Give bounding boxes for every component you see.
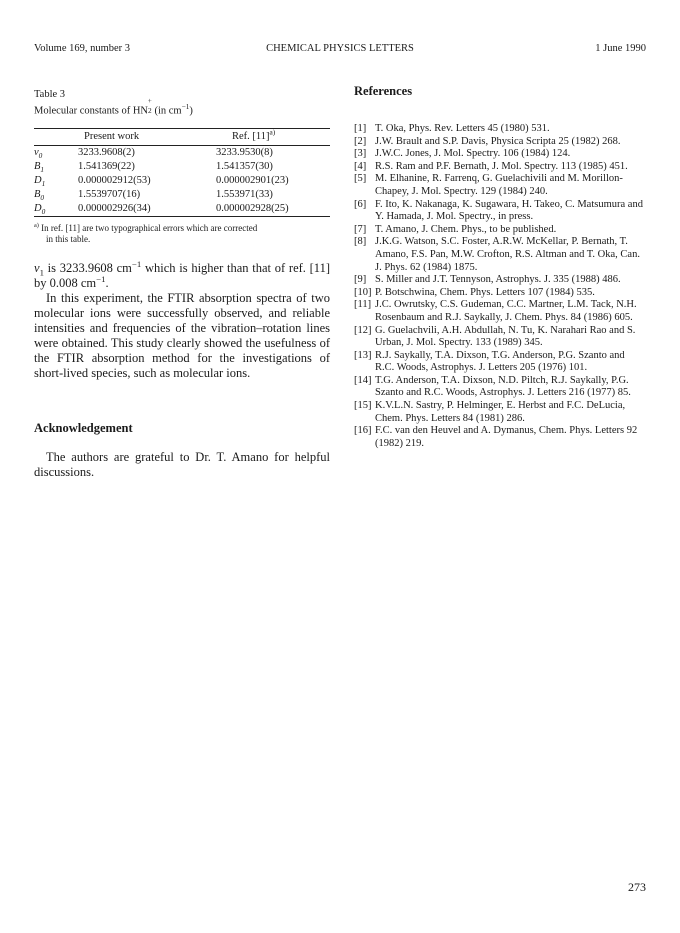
ref-11-value: 1.553971(33) — [216, 189, 273, 200]
volume-info: Volume 169, number 3 — [34, 43, 131, 54]
present-work-value: 3233.9608(2) — [78, 147, 135, 158]
reference-list — [354, 123, 646, 450]
reference-item — [354, 173, 646, 198]
reference-number: [7] — [354, 223, 367, 235]
table-row — [34, 145, 330, 160]
ref-11-value: 1.541357(30) — [216, 161, 273, 172]
parameter-symbol: $\nu_0$ — [34, 147, 43, 161]
reference-number: [4] — [354, 160, 367, 172]
col-present-work: Present work — [84, 130, 140, 142]
present-work-value: 0.000002912(53) — [78, 175, 151, 186]
reference-text: F. Ito, K. Nakanaga, K. Sugawara, H. Takeo, C. Matsumura and Y. Hamada, J. Mol. Spectry., in press. — [375, 198, 643, 223]
right-column — [354, 84, 646, 450]
reference-number: [1] — [354, 123, 367, 134]
reference-text: J.K.G. Watson, S.C. Foster, A.R.W. McKellar, P. Bernath, T. Amano, F.S. Pan, M.W. Crofton, R.S. Altman and T. Oka, Can. J. Phys. 62 (1984) 1875. — [375, 236, 640, 273]
reference-number: [15] — [354, 400, 372, 412]
table-label: Table 3 — [34, 89, 66, 100]
acknowledgement-text: The authors are grateful to Dr. T. Amano for helpful discussions. — [34, 449, 330, 479]
present-work-value: 1.541369(22) — [78, 161, 135, 172]
reference-item — [354, 287, 646, 300]
reference-item — [354, 236, 646, 274]
journal-name: CHEMICAL PHYSICS LETTERS — [266, 43, 414, 54]
parameter-symbol: $B_0$ — [34, 189, 45, 203]
reference-text: R.J. Saykally, T.A. Dixson, T.G. Anderson, P.G. Szanto and R.C. Woods, Astrophys. J. Letters 205 (1976) 101. — [375, 349, 625, 374]
reference-item — [354, 299, 646, 324]
parameter-symbol: $B_1$ — [34, 161, 45, 175]
reference-item — [354, 148, 646, 161]
reference-number: [16] — [354, 425, 372, 437]
reference-item — [354, 400, 646, 425]
ref-11-value: 3233.9530(8) — [216, 147, 273, 158]
col-ref-11: Ref. $[11]^{a)}$ — [232, 127, 276, 142]
reference-number: [14] — [354, 374, 372, 386]
reference-number: [9] — [354, 274, 367, 286]
reference-text: G. Guelachvili, A.H. Abdullah, N. Tu, K. Narahari Rao and S. Urban, J. Mol. Spectry. 133 (1989) 345. — [375, 324, 636, 349]
reference-text: J.W.C. Jones, J. Mol. Spectry. 106 (1984) 124. — [375, 148, 571, 160]
reference-text: T. Oka, Phys. Rev. Letters 45 (1980) 531. — [375, 123, 550, 134]
reference-text: P. Botschwina, Chem. Phys. Letters 107 (1984) 535. — [375, 286, 595, 298]
table-row — [34, 188, 330, 202]
reference-item — [354, 136, 646, 149]
result-paragraph: $\nu_1$ is 3233.9608 $cm^{-1}$ which is higher than that of ref. [11] by 0.008 $cm^{-1}$. — [34, 258, 331, 290]
reference-number: [2] — [354, 135, 367, 147]
reference-number: [3] — [354, 148, 367, 160]
running-header — [34, 43, 646, 57]
reference-item — [354, 123, 646, 136]
reference-item — [354, 350, 646, 375]
reference-text: F.C. van den Heuvel and A. Dymanus, Chem. Phys. Letters 92 (1982) 219. — [375, 425, 638, 449]
table-row — [34, 160, 330, 174]
reference-item — [354, 425, 646, 450]
ref-11-value: 0.000002928(25) — [216, 203, 289, 214]
acknowledgement-heading: Acknowledgement — [34, 420, 133, 435]
reference-text: R.S. Ram and P.F. Bernath, J. Mol. Spectry. 113 (1985) 451. — [375, 160, 628, 172]
parameter-symbol: $D_0$ — [34, 203, 46, 217]
reference-item — [354, 274, 646, 287]
reference-text: T.G. Anderson, T.A. Dixson, N.D. Piltch, R.J. Saykally, P.G. Szanto and R.C. Woods, Astrophys. J. Letters 216 (1977) 85. — [375, 374, 631, 399]
present-work-value: 0.000002926(34) — [78, 203, 151, 214]
reference-number: [13] — [354, 349, 372, 361]
reference-number: [12] — [354, 324, 372, 336]
reference-item — [354, 375, 646, 400]
reference-item — [354, 161, 646, 174]
table-footnote: $^{a)}$ In ref. [11] are two typographical errors which are corrected in this table. — [34, 221, 258, 244]
table-title: Molecular constants of $HN_2^+$ (in $cm^{-1}$) — [34, 96, 193, 117]
table-row — [34, 174, 330, 188]
reference-text: T. Amano, J. Chem. Phys., to be published. — [375, 223, 557, 235]
references-heading: References — [354, 84, 413, 98]
table-row — [34, 202, 330, 217]
issue-date: 1 June 1990 — [595, 43, 646, 54]
reference-text: S. Miller and J.T. Tennyson, Astrophys. J. 335 (1988) 486. — [375, 274, 621, 286]
molecular-constants-table — [34, 128, 330, 217]
reference-text: M. Elhanine, R. Farrenq, G. Guelachivili and M. Morillon-Chapey, J. Mol. Spectry. 129 (1984) 240. — [375, 173, 623, 197]
reference-number: [10] — [354, 286, 372, 298]
reference-item — [354, 325, 646, 350]
present-work-value: 1.5539707(16) — [78, 189, 141, 200]
reference-number: [8] — [354, 236, 367, 248]
table-header-row — [34, 128, 330, 145]
reference-item — [354, 199, 646, 224]
reference-text: K.V.L.N. Sastry, P. Helminger, E. Herbst and F.C. DeLucia, Chem. Phys. Letters 84 (1981) 286. — [375, 400, 626, 424]
reference-item — [354, 224, 646, 237]
page-number: 273 — [628, 880, 646, 894]
reference-text: J.C. Owrutsky, C.S. Gudeman, C.C. Martner, L.M. Tack, N.H. Rosenbaum and R.J. Saykally, J. Chem. Phys. 84 (1986) 605. — [375, 299, 637, 323]
parameter-symbol: $D_1$ — [34, 175, 46, 189]
conclusion-paragraph: In this experiment, the FTIR absorption spectra of two molecular ions were successfully observed, and reliable intensities and frequencies of the vibration–rotation lines were obtained. This study clearly showed the usefulness of the FTIR absorption method for the investigations of short-lived species, such as molecular ions. — [34, 290, 330, 380]
reference-text: J.W. Brault and S.P. Davis, Physica Scripta 25 (1982) 268. — [375, 135, 621, 147]
reference-number: [11] — [354, 299, 372, 311]
ref-11-value: 0.000002901(23) — [216, 175, 289, 186]
reference-number: [6] — [354, 198, 367, 210]
left-column — [34, 88, 330, 480]
reference-number: [5] — [354, 173, 367, 185]
table-caption — [34, 88, 330, 118]
